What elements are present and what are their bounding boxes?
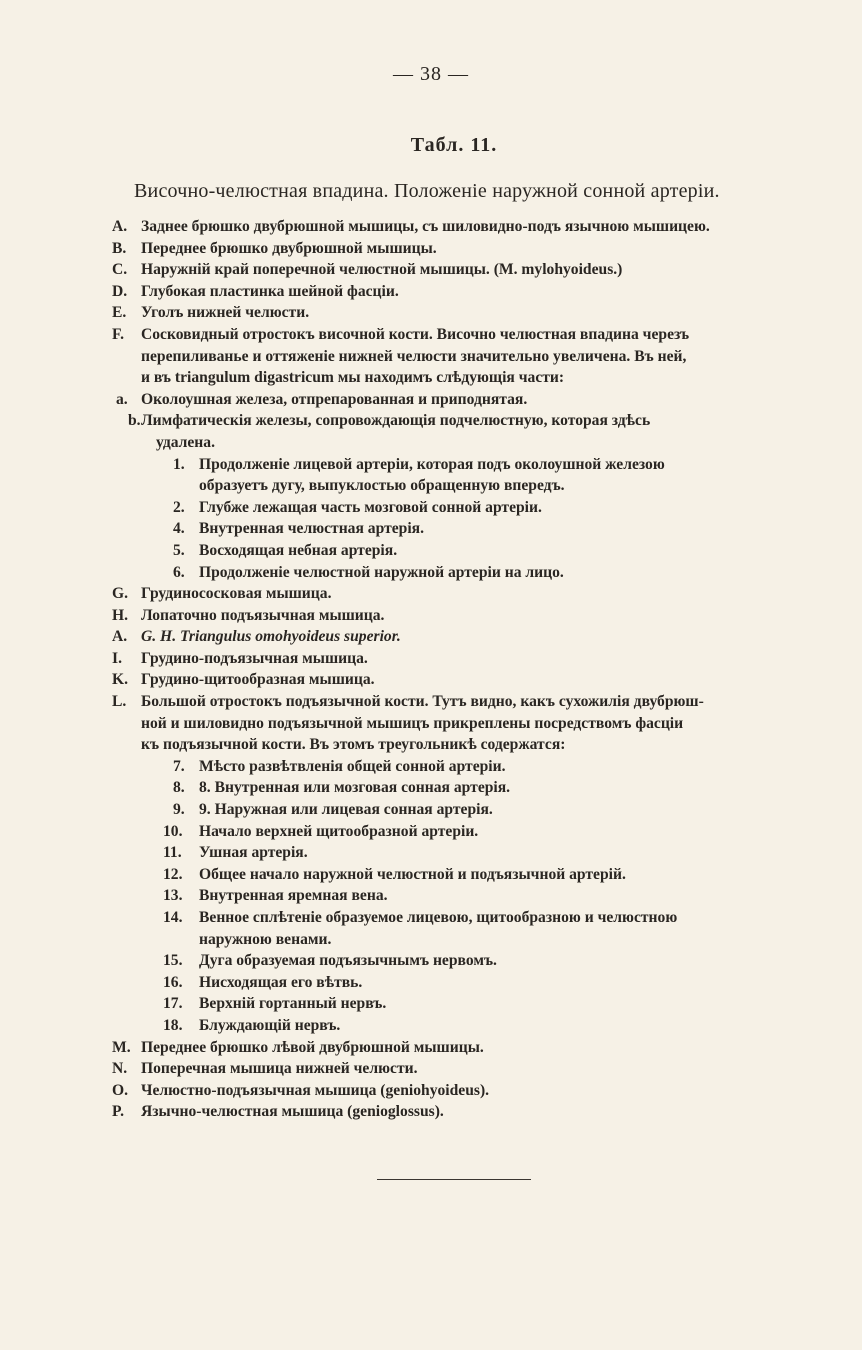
legend-label: 18. xyxy=(163,1016,183,1034)
legend-text: Верхній гортанный нервъ. xyxy=(199,995,387,1013)
legend-text: Переднее брюшко лѣвой двубрюшной мышицы. xyxy=(141,1038,484,1056)
legend-label: N. xyxy=(112,1060,128,1078)
legend-label: G. xyxy=(112,585,129,603)
legend-label: M. xyxy=(112,1038,131,1056)
legend-text: къ подъязычной кости. Въ этомъ треугольникѣ содержатся: xyxy=(141,736,566,754)
legend-text: ной и шиловидно подъязычной мышицъ прикреплены посредствомъ фасціи xyxy=(141,714,684,732)
legend-label: b. xyxy=(128,412,141,430)
legend-text: Грудино-подъязычная мышица. xyxy=(141,649,368,667)
legend-text: Заднее брюшко двубрюшной мышицы, съ шиловидно-подъ язычною мышицею. xyxy=(141,218,710,235)
legend-label: 17. xyxy=(163,995,183,1013)
legend-label: 8. xyxy=(173,779,185,797)
legend-label: 5. xyxy=(173,541,185,559)
legend-text: Грудино-щитообразная мышица. xyxy=(141,671,375,689)
legend-label: 16. xyxy=(163,973,183,991)
legend-label: a. xyxy=(116,390,128,408)
legend-text: перепиливанье и оттяженіе нижней челюсти значительно увеличена. Въ ней, xyxy=(141,347,687,365)
legend-text: Поперечная мышица нижней челюсти. xyxy=(141,1060,418,1078)
legend-text: Мѣсто развѣтвленія общей сонной артеріи. xyxy=(199,757,506,775)
legend-text: Лопаточно подъязычная мышица. xyxy=(141,606,385,624)
legend-label: O. xyxy=(112,1081,129,1099)
legend-text: Внутренная челюстная артерія. xyxy=(199,520,424,538)
legend-label: L. xyxy=(112,693,127,711)
legend-text: Большой отростокъ подъязычной кости. Тутъ видно, какъ сухожилія двубрюш- xyxy=(141,693,704,711)
legend-text: Переднее брюшко двубрюшной мышицы. xyxy=(141,239,437,257)
legend-text: и въ triangulum digastricum мы находимъ слѣдующія части: xyxy=(141,369,565,387)
closing-rule xyxy=(377,1179,531,1180)
legend-label: C. xyxy=(112,261,128,279)
legend-text: Грудинососкoвая мышица. xyxy=(141,585,332,603)
legend-text: Дуга образуемая подъязычнымъ нервомъ. xyxy=(199,952,497,970)
legend-text: Венное сплѣтеніе образуемое лицевою, щитообразною и челюстною xyxy=(199,909,678,926)
legend-label: B. xyxy=(112,239,127,257)
legend-text: Продолженіе челюстной наружной артеріи на лицо. xyxy=(199,563,564,581)
table-title: Табл. 11. xyxy=(410,134,498,156)
legend-text: удалена. xyxy=(156,433,215,451)
legend-list xyxy=(0,216,862,1123)
legend-label: H. xyxy=(112,606,129,624)
legend-label: I. xyxy=(112,649,122,667)
legend-text: Начало верхней щитообразной артеріи. xyxy=(199,822,479,840)
legend-text: 8. Внутренная или мозговая сонная артерія. xyxy=(199,779,511,797)
legend-text: 9. Наружная или лицевая сонная артерія. xyxy=(199,801,493,819)
legend-label: 11. xyxy=(163,844,182,862)
legend-label: 12. xyxy=(163,865,183,883)
page-subtitle: Височно-челюстная впадина. Положеніе наружной сонной артеріи. xyxy=(134,180,720,202)
legend-label: 2. xyxy=(173,498,185,516)
legend-text: G. H. Triangulus omohyoideus superior. xyxy=(141,628,401,646)
legend-label: P. xyxy=(112,1103,124,1121)
legend-text: Глубокая пластинка шейной фасціи. xyxy=(141,282,399,300)
legend-text: образуетъ дугу, выпуклостью обращенную впередъ. xyxy=(199,477,565,495)
legend-text: наружною венами. xyxy=(199,930,332,948)
legend-text: Внутренная яремная вена. xyxy=(199,887,388,905)
legend-label: D. xyxy=(112,282,128,300)
legend-text: Продолженіе лицевой артеріи, которая подъ околоушной железою xyxy=(199,455,665,473)
legend-text: Глубже лежащая часть мозговой сонной артеріи. xyxy=(199,498,542,516)
legend-text: Ушная артерія. xyxy=(199,844,308,862)
legend-text: Нисходящая его вѣтвь. xyxy=(199,973,363,991)
legend-label: 9. xyxy=(173,801,185,819)
legend-label: K. xyxy=(112,671,129,689)
legend-text: Общее начало наружной челюстной и подъязычной артерій. xyxy=(199,865,626,883)
legend-text: Уголъ нижней челюсти. xyxy=(141,304,310,322)
legend-label: 7. xyxy=(173,757,185,775)
legend-label: F. xyxy=(112,325,124,343)
legend-text: Язычно-челюстная мышица (genioglossus). xyxy=(141,1103,444,1121)
legend-label: 4. xyxy=(173,520,185,538)
legend-text: Лимфатическія железы, сопровождающія подчелюстную, которая здѣсь xyxy=(141,412,651,430)
legend-text: Восходящая небная артерія. xyxy=(199,541,398,559)
legend-label: 1. xyxy=(173,455,185,473)
legend-label: 14. xyxy=(163,909,183,926)
legend-label: 13. xyxy=(163,887,183,905)
legend-text: Челюстно-подъязычная мышица (geniohyoideus). xyxy=(141,1081,490,1099)
legend-label: 6. xyxy=(173,563,185,581)
legend-label: A. xyxy=(112,628,128,646)
legend-label: E. xyxy=(112,304,127,322)
legend-label: 10. xyxy=(163,822,183,840)
legend-text: Сосковидный отростокъ височной кости. Височно челюстная впадина черезъ xyxy=(141,325,690,343)
legend-label: A. xyxy=(112,218,128,235)
legend-text: Наружній край поперечной челюстной мышицы. (M. mylohyoideus.) xyxy=(141,261,623,279)
legend-text: Блуждающій нервъ. xyxy=(199,1016,341,1034)
page-number: — 38 — xyxy=(393,63,469,85)
legend-text: Околоушная железа, отпрепарованная и приподнятая. xyxy=(141,390,528,408)
legend-label: 15. xyxy=(163,952,183,970)
